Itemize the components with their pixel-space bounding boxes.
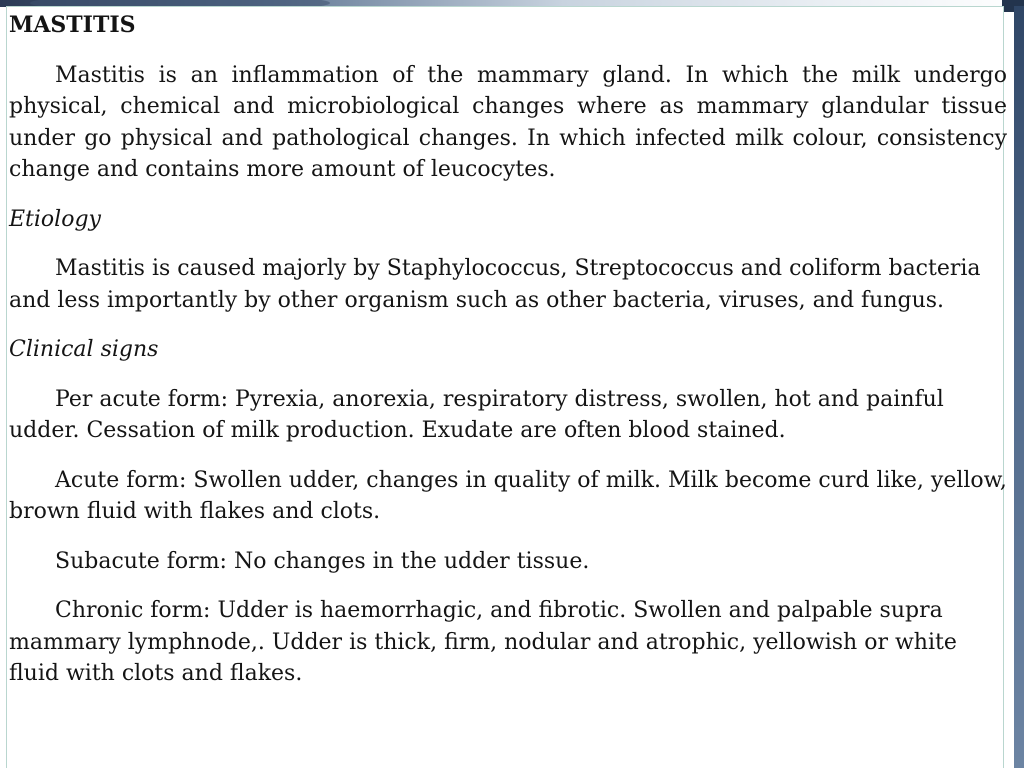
subacute-paragraph: Subacute form: No changes in the udder tissue. — [55, 548, 590, 574]
etiology-paragraph: Mastitis is caused majorly by Staphylococcus, Streptococcus and coliform bacteria and less importantly by other organism such as other bacteria, viruses, and fungus. — [9, 256, 981, 313]
document-body — [9, 10, 1007, 708]
page-title: MASTITIS — [9, 12, 136, 38]
right-decorative-bar — [1014, 6, 1024, 768]
chronic-paragraph: Chronic form: Udder is haemorrhagic, and fibrotic. Swollen and palpable supra mammary lymphnode,. Udder is thick, firm, nodular and atrophic, yellowish or white fluid with clots and flakes. — [9, 598, 957, 686]
etiology-heading: Etiology — [9, 206, 101, 232]
acute-paragraph: Acute form: Swollen udder, changes in quality of milk. Milk become curd like, yellow, brown fluid with flakes and clots. — [9, 467, 1007, 524]
intro-paragraph: Mastitis is an inflammation of the mammary gland. In which the milk undergo physical, chemical and microbiological changes where as mammary glandular tissue under go physical and pathological changes. In which infected milk colour, consistency change and contains more amount of leucocytes. — [9, 62, 1007, 182]
clinical-signs-heading: Clinical signs — [9, 337, 159, 362]
per-acute-paragraph: Per acute form: Pyrexia, anorexia, respiratory distress, swollen, hot and painful udder. Cessation of milk production. Exudate are often blood stained. — [9, 386, 944, 443]
